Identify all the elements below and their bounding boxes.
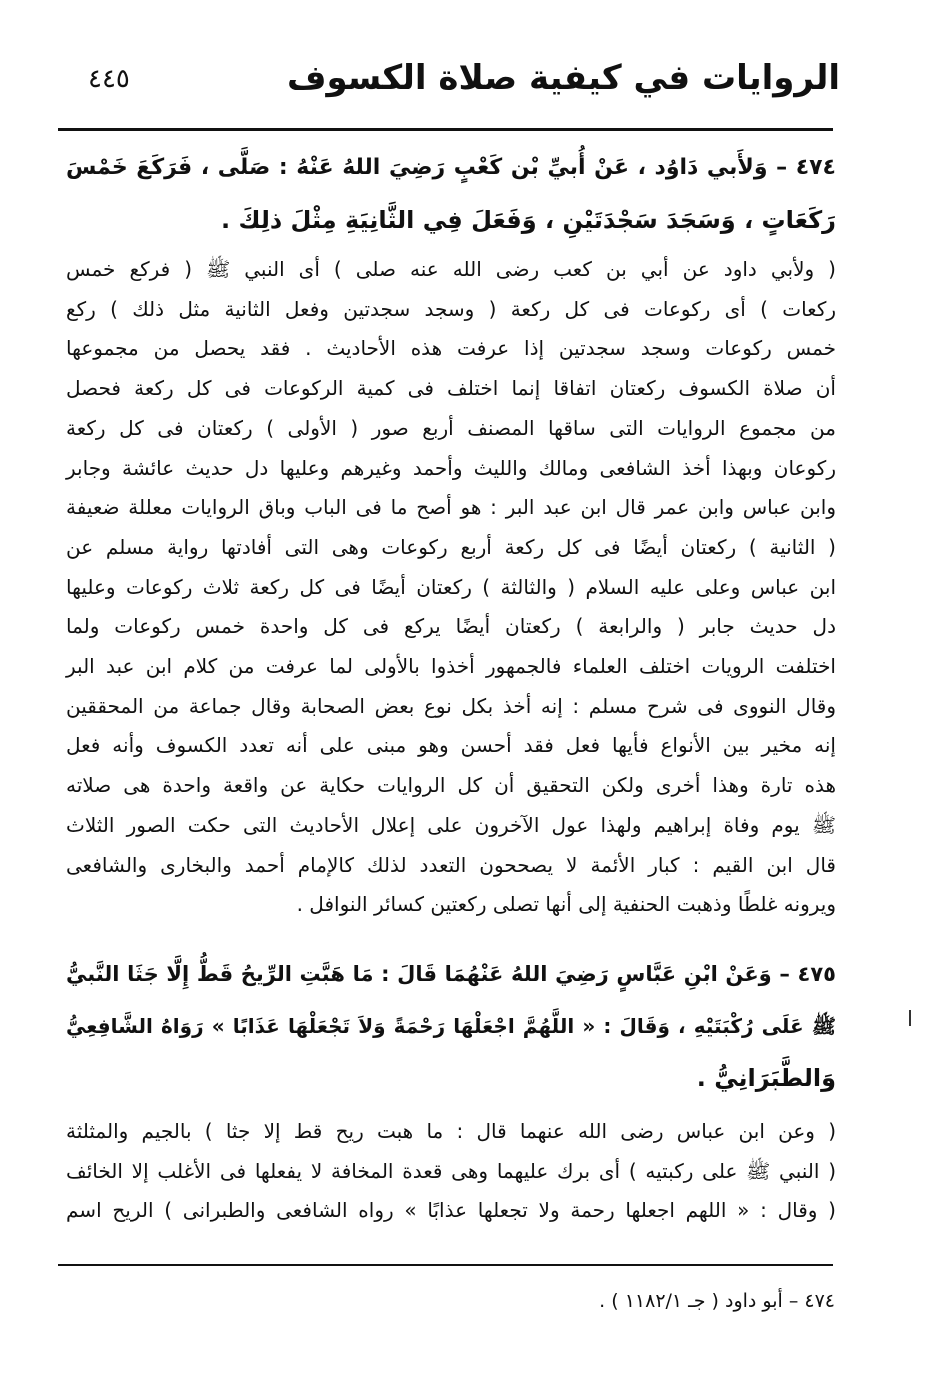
commentary-line: خمس ركوعات وسجد سجدتين إذا عرفت هذه الأحاديث . فقد يحصل من مجموعها [66, 336, 836, 361]
margin-mark [909, 1010, 911, 1026]
commentary-line: ﷺ يوم وفاة إبراهيم ولهذا عول الآخرون على إعلال الأحاديث التى حكت الصور الثلاث [66, 812, 836, 837]
commentary-line: أن صلاة الكسوف ركعتان اتفاقا إنما اختلف فى كمية الركوعات فى كل ركعة فحصل [66, 376, 836, 401]
hadith-474 [66, 142, 836, 246]
commentary-line: قال ابن القيم : كبار الأئمة لا يصححون التعدد لذلك كالإمام أحمد والبخارى والشافعى [66, 852, 836, 877]
hadith-475-line: ٤٧٥ – وَعَنْ ابْنِ عَبَّاسٍ رَضِيَ اللهُ عَنْهُمَا قَالَ : مَا هَبَّتِ الرِّيحُ قَطُّ إِلَّا جَثَا النَّبيُّ [66, 962, 836, 986]
commentary-line: ويرونه غلطًا وذهبت الحنفية إلى أنها تصلى ركعتين كسائر النوافل . [296, 892, 836, 917]
hadith-475 [66, 948, 836, 1104]
footnote: ٤٧٤ – أبو داود ( جـ ١١٨٢/١ ) . [599, 1290, 835, 1312]
commentary-line: ( وعن ابن عباس رضى الله عنهما قال : ما هبت ريح قط إلا جثا ) بالجيم والمثلثة [66, 1119, 836, 1143]
commentary-line: ( الثانية ) ركعتان أيضًا فى كل ركعة أربع ركوعات وهى التى أفادتها رواية مسلم عن [66, 534, 836, 559]
commentary-line: من مجموع الروايات التى ساقها المصنف أربع صور ( الأولى ) ركعتان فى كل ركعة [66, 415, 836, 440]
commentary-line: اختلفت الرويات اختلف العلماء فالجمهور أخذوا بالأولى لما عرفت من كلام ابن عبد البر [66, 654, 836, 679]
page-title: الروايات في كيفية صلاة الكسوف [286, 58, 840, 98]
commentary-line: وقال النووى فى شرح مسلم : إنه أخذ بكل نوع بعض الصحابة وقال جماعة من المحققين [66, 693, 836, 718]
commentary-line: ( ولأبي داود عن أبي بن كعب رضى الله عنه صلى ) أى النبي ﷺ ( فركع خمس [66, 257, 836, 281]
commentary-line: ( وقال : « اللهم اجعلها رحمة ولا تجعلها عذابًا » رواه الشافعى والطبرانى ) الريح اسم [66, 1198, 836, 1223]
header-rule [58, 128, 833, 131]
footnote-rule [58, 1264, 833, 1266]
commentary-line: ابن عباس وعلى عليه السلام ( والثالثة ) ركعتان أيضًا فى كل ركعة ثلاث ركوعات وعليها [66, 574, 836, 599]
page-header [70, 58, 840, 108]
commentary-line: هذه تارة وهذا أخرى ولكن التحقيق أن كل الروايات حكاية عن واقعة واحدة هى صلاته [66, 773, 836, 798]
commentary-line: ركوعان وبهذا أخذ الشافعى ومالك والليث وأحمد وغيرهم وعليها دل حديث عائشة وجابر [66, 455, 836, 480]
commentary-line: إنه مخير بين الأنواع فأيها فعل فقد أحسن وهو مبنى على أنه تعدد الكسوف وأنه فعل [66, 733, 836, 758]
commentary-474 [66, 250, 836, 925]
hadith-474-line: رَكَعَاتٍ ، وَسَجَدَ سَجْدَتَيْنِ ، وَفَعَلَ فِي الثَّانِيَةِ مِثْلَ ذلِكَ . [221, 206, 836, 234]
hadith-474-line: ٤٧٤ – وَلأَبي دَاوُد ، عَنْ أُبيِّ بْن كَعْبٍ رَضِيَ اللهُ عَنْهُ : صَلَّى ، فَرَكَعَ خَمْسَ [66, 155, 836, 180]
commentary-line: ( النبي ﷺ على ركبتيه ) أى برك عليهما وهى قعدة المخافة لا يفعلها فى الأغلب إلا الخائف [66, 1158, 836, 1183]
hadith-475-line: وَالطَّبَرَانِيُّ . [696, 1064, 836, 1092]
commentary-line: دل حديث جابر ( والرابعة ) ركعتان أيضًا يركع فى كل واحدة خمس ركوعات ولما [66, 614, 836, 639]
page-number: ٤٤٥ [88, 64, 130, 94]
commentary-line: ركعات ) أى ركوعات فى كل ركعة ( وسجد سجدتين وفعل الثانية مثل ذلك ) ركع [66, 296, 836, 321]
commentary-line: وابن عباس وابن عمر قال ابن عبد البر : هو أصح ما فى الباب وباق الروايات معللة ضعيفة [66, 495, 836, 520]
hadith-475-line: ﷺ عَلَى رُكْبَتَيْهِ ، وَقَالَ : « اللَّهُمَّ اجْعَلْهَا رَحْمَةً وَلاَ تَجْعَلْهَا عَذَابًا » رَوَاهُ الشَّافِعِيُّ [66, 1014, 836, 1038]
commentary-475 [66, 1112, 836, 1231]
